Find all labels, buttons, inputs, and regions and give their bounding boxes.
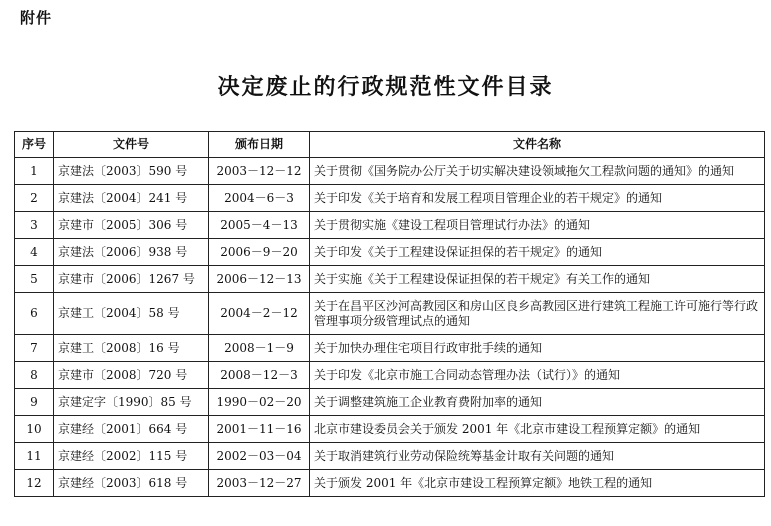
row-doc-number: 京建经〔2002〕115 号 bbox=[54, 443, 209, 470]
table-row bbox=[15, 212, 765, 239]
row-doc-number: 京建定字〔1990〕85 号 bbox=[54, 389, 209, 416]
row-date: 2006－9－20 bbox=[209, 239, 310, 266]
document-title: 决定废止的行政规范性文件目录 bbox=[217, 75, 554, 100]
row-date: 2004－2－12 bbox=[209, 293, 310, 335]
row-no: 8 bbox=[15, 362, 54, 389]
table-row bbox=[15, 185, 765, 212]
row-no: 3 bbox=[15, 212, 54, 239]
row-doc-number: 京建市〔2006〕1267 号 bbox=[54, 266, 209, 293]
row-no: 12 bbox=[15, 470, 54, 497]
row-doc-name: 关于颁发 2001 年《北京市建设工程预算定额》地铁工程的通知 bbox=[310, 470, 765, 497]
header-name: 文件名称 bbox=[310, 132, 765, 158]
table-row bbox=[15, 293, 765, 335]
row-doc-name: 关于在昌平区沙河高教园区和房山区良乡高教园区进行建筑工程施工许可施行等行政管理事项分级管理试点的通知 bbox=[310, 293, 765, 335]
table-row bbox=[15, 416, 765, 443]
row-date: 2001－11－16 bbox=[209, 416, 310, 443]
header-no: 序号 bbox=[15, 132, 54, 158]
row-doc-name: 关于贯彻《国务院办公厅关于切实解决建设领域拖欠工程款问题的通知》的通知 bbox=[310, 158, 765, 185]
row-doc-number: 京建市〔2008〕720 号 bbox=[54, 362, 209, 389]
row-date: 2003－12－27 bbox=[209, 470, 310, 497]
attachment-label: 附件 bbox=[20, 9, 53, 27]
row-no: 7 bbox=[15, 335, 54, 362]
row-date: 1990－02－20 bbox=[209, 389, 310, 416]
row-doc-number: 京建法〔2006〕938 号 bbox=[54, 239, 209, 266]
row-no: 9 bbox=[15, 389, 54, 416]
row-doc-name: 关于印发《北京市施工合同动态管理办法（试行）》的通知 bbox=[310, 362, 765, 389]
table-row bbox=[15, 266, 765, 293]
row-date: 2008－12－3 bbox=[209, 362, 310, 389]
row-no: 4 bbox=[15, 239, 54, 266]
table-row bbox=[15, 470, 765, 497]
row-doc-number: 京建工〔2008〕16 号 bbox=[54, 335, 209, 362]
table-row bbox=[15, 362, 765, 389]
row-no: 1 bbox=[15, 158, 54, 185]
row-date: 2005－4－13 bbox=[209, 212, 310, 239]
row-doc-name: 关于印发《关于培育和发展工程项目管理企业的若干规定》的通知 bbox=[310, 185, 765, 212]
row-doc-name: 关于印发《关于工程建设保证担保的若干规定》的通知 bbox=[310, 239, 765, 266]
table-row bbox=[15, 158, 765, 185]
row-doc-number: 京建市〔2005〕306 号 bbox=[54, 212, 209, 239]
header-doc-number: 文件号 bbox=[54, 132, 209, 158]
row-date: 2003－12－12 bbox=[209, 158, 310, 185]
row-no: 6 bbox=[15, 293, 54, 335]
row-date: 2002－03－04 bbox=[209, 443, 310, 470]
row-doc-name: 北京市建设委员会关于颁发 2001 年《北京市建设工程预算定额》的通知 bbox=[310, 416, 765, 443]
row-doc-name: 关于取消建筑行业劳动保险统筹基金计取有关问题的通知 bbox=[310, 443, 765, 470]
row-doc-number: 京建法〔2004〕241 号 bbox=[54, 185, 209, 212]
row-date: 2006－12－13 bbox=[209, 266, 310, 293]
row-doc-name: 关于调整建筑施工企业教育费附加率的通知 bbox=[310, 389, 765, 416]
row-no: 2 bbox=[15, 185, 54, 212]
row-doc-name: 关于加快办理住宅项目行政审批手续的通知 bbox=[310, 335, 765, 362]
abolished-documents-table bbox=[14, 131, 765, 497]
row-doc-number: 京建法〔2003〕590 号 bbox=[54, 158, 209, 185]
row-date: 2008－1－9 bbox=[209, 335, 310, 362]
row-doc-number: 京建经〔2001〕664 号 bbox=[54, 416, 209, 443]
row-no: 5 bbox=[15, 266, 54, 293]
row-date: 2004－6－3 bbox=[209, 185, 310, 212]
row-doc-name: 关于实施《关于工程建设保证担保的若干规定》有关工作的通知 bbox=[310, 266, 765, 293]
row-doc-number: 京建工〔2004〕58 号 bbox=[54, 293, 209, 335]
row-doc-number: 京建经〔2003〕618 号 bbox=[54, 470, 209, 497]
row-doc-name: 关于贯彻实施《建设工程项目管理试行办法》的通知 bbox=[310, 212, 765, 239]
row-no: 10 bbox=[15, 416, 54, 443]
table-row bbox=[15, 389, 765, 416]
header-date: 颁布日期 bbox=[209, 132, 310, 158]
table-row bbox=[15, 239, 765, 266]
table-row bbox=[15, 335, 765, 362]
table-header-row bbox=[15, 132, 765, 158]
table-row bbox=[15, 443, 765, 470]
row-no: 11 bbox=[15, 443, 54, 470]
